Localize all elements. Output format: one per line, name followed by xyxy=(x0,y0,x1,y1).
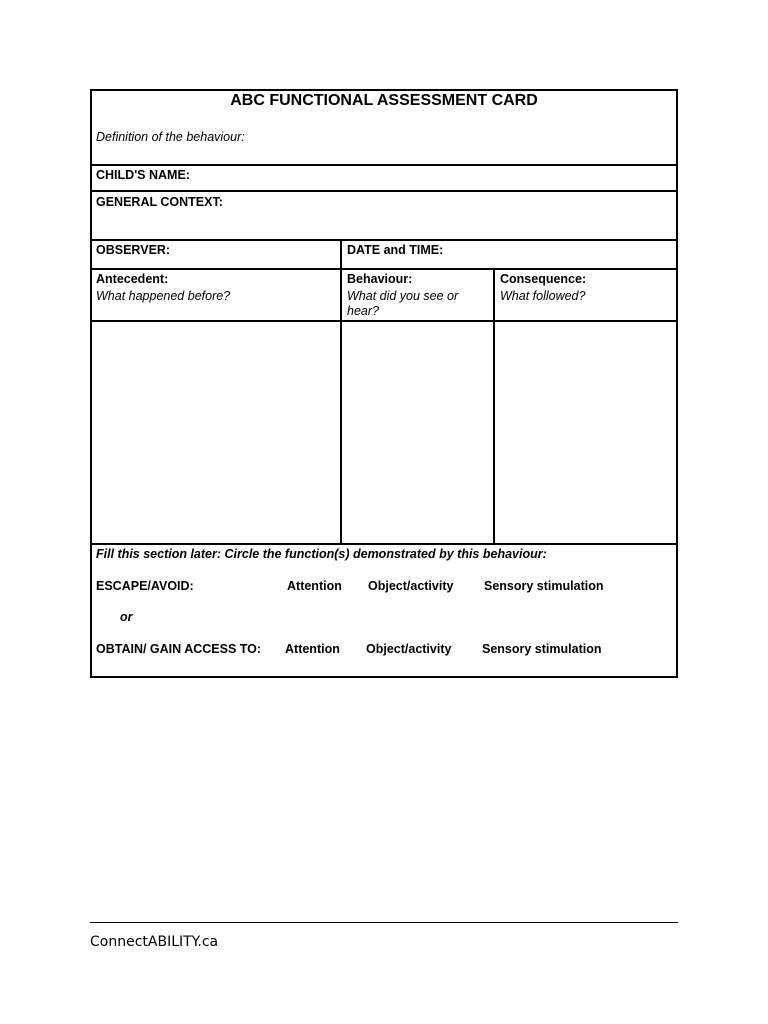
consequence-heading: Consequence: xyxy=(500,272,587,286)
antecedent-entry-area[interactable] xyxy=(92,322,340,543)
antecedent-prompt: What happened before? xyxy=(96,289,231,303)
obtain-option-attention[interactable]: Attention xyxy=(285,642,340,656)
footer-divider xyxy=(90,922,678,923)
escape-avoid-label: ESCAPE/AVOID: xyxy=(96,579,194,593)
function-instruction: Fill this section later: Circle the function(s) demonstrated by this behaviour: xyxy=(96,547,547,561)
consequence-prompt: What followed? xyxy=(500,289,586,303)
abc-assessment-card xyxy=(90,89,678,678)
observer-label: OBSERVER: xyxy=(96,243,171,257)
behaviour-prompt: What did you see or hear? xyxy=(347,289,459,318)
card-title: ABC FUNCTIONAL ASSESSMENT CARD xyxy=(230,92,538,109)
footer-site: ConnectABILITY.ca xyxy=(90,934,219,950)
consequence-entry-area[interactable] xyxy=(495,322,676,543)
divider xyxy=(92,190,676,192)
divider xyxy=(92,164,676,166)
antecedent-heading: Antecedent: xyxy=(96,272,169,286)
or-label: or xyxy=(120,610,133,624)
behaviour-heading: Behaviour: xyxy=(347,272,413,286)
date-time-label: DATE and TIME: xyxy=(347,243,444,257)
escape-option-attention[interactable]: Attention xyxy=(287,579,342,593)
escape-option-object-activity[interactable]: Object/activity xyxy=(368,579,454,593)
obtain-access-label: OBTAIN/ GAIN ACCESS TO: xyxy=(96,642,262,656)
childs-name-label: CHILD'S NAME: xyxy=(96,168,190,182)
divider xyxy=(92,268,676,270)
general-context-label: GENERAL CONTEXT: xyxy=(96,195,223,209)
obtain-option-sensory-stimulation[interactable]: Sensory stimulation xyxy=(482,642,602,656)
obtain-option-object-activity[interactable]: Object/activity xyxy=(366,642,452,656)
definition-label: Definition of the behaviour: xyxy=(96,130,245,144)
divider xyxy=(92,239,676,241)
divider xyxy=(92,543,676,545)
behaviour-entry-area[interactable] xyxy=(342,322,493,543)
escape-option-sensory-stimulation[interactable]: Sensory stimulation xyxy=(484,579,604,593)
